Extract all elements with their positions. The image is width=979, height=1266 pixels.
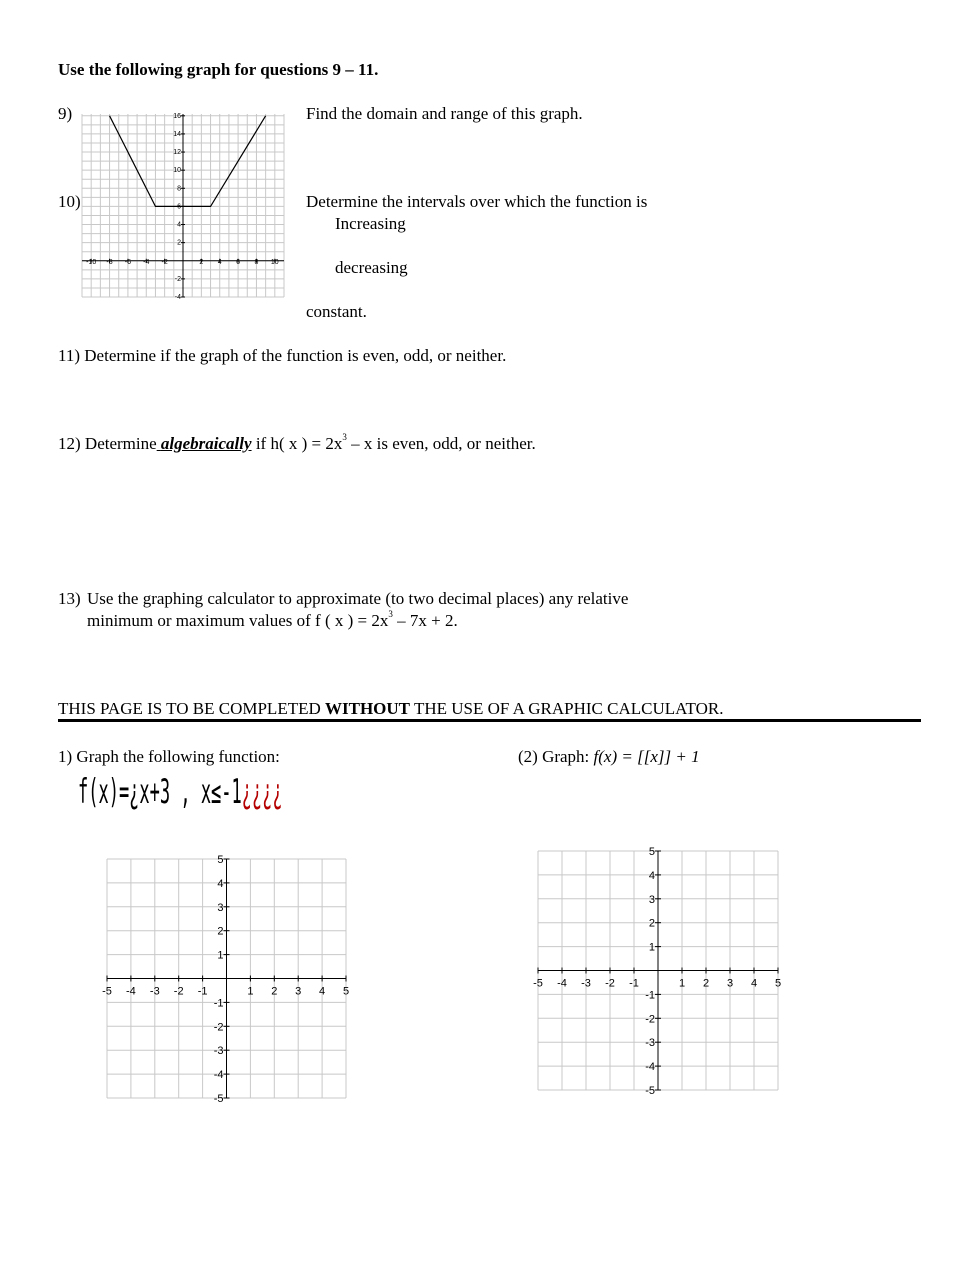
y-tick-label: -5 bbox=[213, 1093, 224, 1105]
x-tick-label: 1 bbox=[247, 985, 254, 998]
y-tick-label: 3 bbox=[648, 893, 655, 906]
x-tick-label: 8 bbox=[254, 258, 259, 266]
x-tick-label: 3 bbox=[726, 977, 734, 990]
x-tick-label: 4 bbox=[319, 985, 326, 998]
x-tick-label: 4 bbox=[217, 258, 222, 266]
q9-text: Find the domain and range of this graph. bbox=[306, 104, 583, 123]
y-tick-label: 1 bbox=[648, 941, 655, 954]
q10-decreasing: decreasing bbox=[335, 258, 408, 277]
q10-number: 10) bbox=[58, 192, 81, 211]
y-tick-label: 16 bbox=[173, 112, 181, 120]
q13-exp: 3 bbox=[388, 609, 393, 619]
y-tick-label: 1 bbox=[217, 949, 224, 962]
y-tick-label: -2 bbox=[645, 1013, 655, 1026]
y-tick-label: 2 bbox=[648, 917, 655, 930]
x-tick-label: -3 bbox=[149, 985, 160, 998]
x-tick-label: 2 bbox=[271, 985, 278, 998]
q9-number: 9) bbox=[58, 104, 73, 123]
q12-prefix: 12) Determine bbox=[58, 434, 157, 453]
y-tick-label: -1 bbox=[213, 997, 224, 1010]
x-tick-label: -10 bbox=[86, 258, 97, 266]
q13-line2b: – 7x + 2. bbox=[392, 611, 458, 630]
y-tick-label: -3 bbox=[213, 1045, 224, 1058]
p1-function bbox=[78, 772, 283, 812]
y-tick-label: -4 bbox=[213, 1069, 224, 1082]
y-tick-label: -2 bbox=[174, 275, 181, 283]
x-tick-label: 1 bbox=[678, 977, 686, 990]
instruction-heading: Use the following graph for questions 9 – 11. bbox=[58, 60, 379, 79]
q12-text bbox=[58, 434, 536, 454]
q12-exp: 3 bbox=[342, 432, 347, 442]
q12-mid: if h( x ) = 2x bbox=[251, 434, 343, 453]
y-tick-label: -4 bbox=[645, 1061, 655, 1074]
x-tick-label: 4 bbox=[750, 977, 758, 990]
y-tick-label: -3 bbox=[645, 1037, 655, 1050]
p2-func: f(x) = [[x]] + 1 bbox=[593, 747, 700, 766]
x-tick-label: -1 bbox=[629, 977, 639, 990]
x-tick-label: 5 bbox=[342, 985, 350, 998]
q13-number: 13) bbox=[58, 589, 81, 608]
y-tick-label: 2 bbox=[217, 925, 224, 938]
p2-graph-grid bbox=[533, 846, 782, 1097]
section-post: THE USE OF A GRAPHIC CALCULATOR. bbox=[410, 699, 724, 718]
x-tick-label: -4 bbox=[143, 258, 150, 266]
x-tick-label: 2 bbox=[199, 258, 204, 266]
x-tick-label: -2 bbox=[161, 258, 168, 266]
y-tick-label: 5 bbox=[648, 846, 655, 858]
section-pre: THIS PAGE IS TO BE COMPLETED bbox=[58, 699, 325, 718]
q12-emph: algebraically bbox=[160, 434, 252, 453]
section-rule bbox=[58, 719, 921, 722]
x-tick-label: -5 bbox=[102, 985, 112, 998]
y-tick-label: 6 bbox=[177, 203, 181, 211]
y-tick-label: 8 bbox=[177, 185, 181, 193]
y-tick-label: 4 bbox=[648, 869, 655, 882]
y-tick-label: -4 bbox=[174, 294, 181, 301]
y-tick-label: 14 bbox=[173, 130, 181, 138]
q10-constant: constant. bbox=[306, 302, 367, 321]
y-tick-label: -5 bbox=[645, 1085, 655, 1097]
q10-text: Determine the intervals over which the function is bbox=[306, 192, 648, 211]
y-tick-label: 3 bbox=[217, 901, 224, 914]
y-tick-label: 4 bbox=[177, 221, 181, 229]
x-tick-label: -5 bbox=[533, 977, 543, 990]
p1-func-main: f(x)=¿x+3 , x≤-1 bbox=[78, 772, 242, 812]
p2-prefix: (2) Graph: bbox=[518, 747, 594, 766]
x-tick-label: 2 bbox=[702, 977, 710, 990]
x-tick-label: 5 bbox=[774, 977, 782, 990]
p1-func-tail: ¿¿¿¿ bbox=[241, 772, 283, 812]
x-tick-label: 10 bbox=[270, 258, 279, 266]
section-bold: WITHOUT bbox=[325, 699, 411, 718]
p1-graph-grid bbox=[102, 854, 350, 1105]
q9-11-graph bbox=[82, 112, 284, 301]
section-heading bbox=[58, 699, 723, 719]
x-tick-label: -4 bbox=[126, 985, 136, 998]
y-tick-label: 12 bbox=[173, 149, 181, 157]
x-tick-label: -2 bbox=[173, 985, 184, 998]
y-tick-label: 2 bbox=[177, 239, 181, 247]
y-tick-label: 10 bbox=[173, 167, 181, 175]
y-tick-label: -1 bbox=[645, 989, 655, 1002]
x-tick-label: -3 bbox=[581, 977, 591, 990]
x-tick-label: -6 bbox=[124, 258, 132, 266]
x-tick-label: 6 bbox=[236, 258, 241, 266]
y-tick-label: 4 bbox=[217, 877, 224, 890]
x-tick-label: -8 bbox=[106, 258, 113, 266]
p1-label: 1) Graph the following function: bbox=[58, 747, 280, 766]
x-tick-label: 3 bbox=[295, 985, 302, 998]
q13-line1: Use the graphing calculator to approximate (to two decimal places) any relative bbox=[87, 589, 629, 608]
y-tick-label: 5 bbox=[217, 854, 224, 866]
x-tick-label: -2 bbox=[605, 977, 615, 990]
q11-text: 11) Determine if the graph of the function is even, odd, or neither. bbox=[58, 346, 507, 365]
p2-label bbox=[518, 747, 700, 767]
q12-suffix: – x is even, odd, or neither. bbox=[346, 434, 536, 453]
q10-increasing: Increasing bbox=[335, 214, 406, 233]
y-tick-label: -2 bbox=[213, 1021, 224, 1034]
x-tick-label: -1 bbox=[197, 985, 208, 998]
q13-line2 bbox=[87, 611, 458, 631]
x-tick-label: -4 bbox=[557, 977, 567, 990]
q13-line2a: minimum or maximum values of f ( x ) = 2x bbox=[87, 611, 389, 630]
